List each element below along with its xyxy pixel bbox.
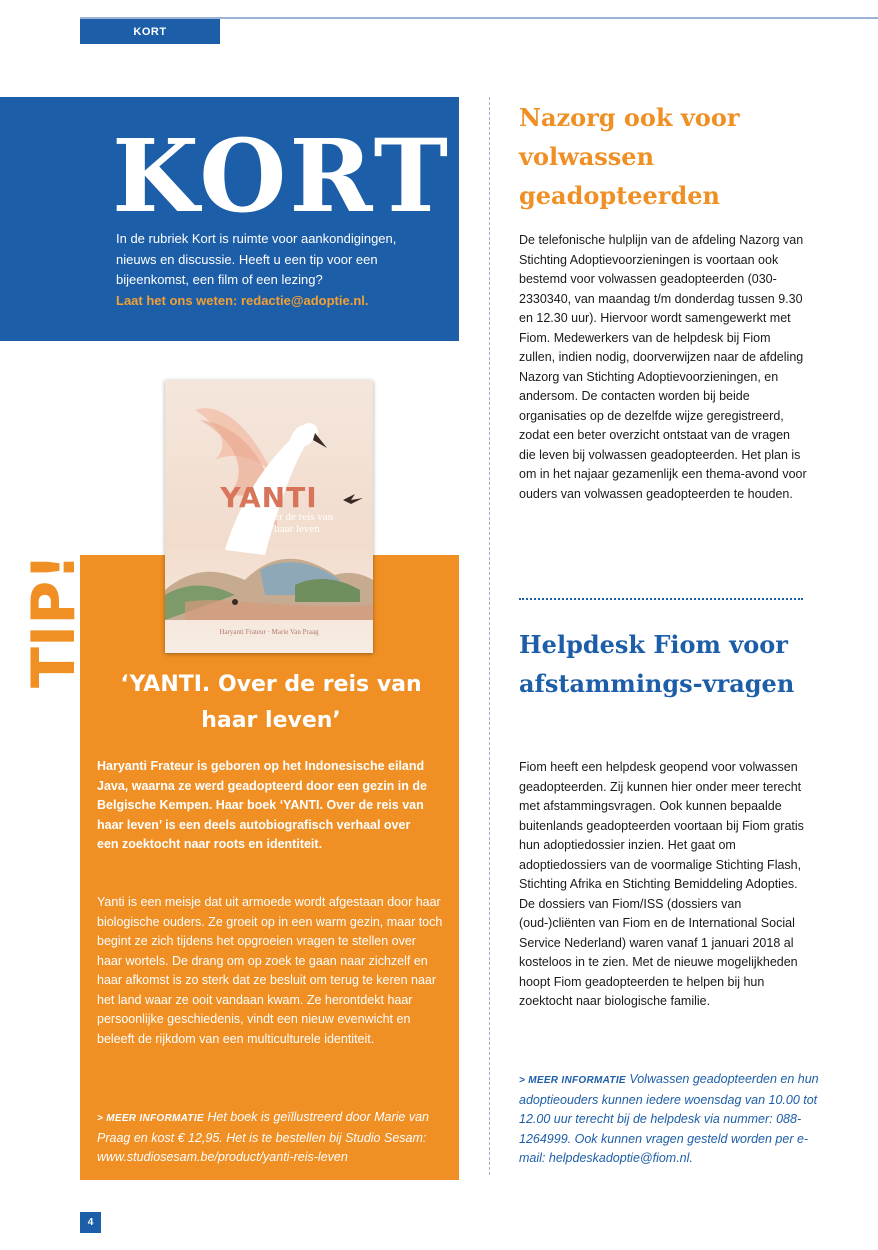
- column-divider: [489, 97, 490, 1175]
- book-cover: [165, 380, 373, 653]
- tip-more-info: [97, 1108, 443, 1168]
- hero-intro: [116, 229, 436, 311]
- hero-contact-link[interactable]: Laat het ons weten: redactie@adoptie.nl.: [116, 292, 369, 308]
- article-nazorg-title: Nazorg ook voor volwassen geadopteerden: [519, 103, 740, 210]
- article-helpdesk-title: Helpdesk Fiom voor afstammings-vragen: [519, 630, 795, 698]
- article-divider: [519, 598, 803, 600]
- helpdesk-more-label: > MEER INFORMATIE: [519, 1075, 626, 1086]
- helpdesk-more-info: [519, 1070, 819, 1169]
- tip-body: Yanti is een meisje dat uit armoede wordt afgestaan door haar biologische ouders. Ze groeit op in een warm gezin, maar toch begint ze zich tijdens het opgroeien vragen te stellen over haar wortels. De drang om op zoek te gaan naar zichzelf en haar afkomst is zo sterk dat ze besluit om terug te keren naar het land waar ze ooit vandaan kwam. Ze herontdekt haar persoonlijke geschiedenis, vindt een nieuw evenwicht en beleeft de rijkdom van een multiculturele identiteit.: [97, 895, 443, 1046]
- page-number: 4: [80, 1212, 101, 1233]
- tip-lead: Haryanti Frateur is geboren op het Indonesische eiland Java, waarna ze werd geadopteerd door een gezin in de Belgische Kempen. Haar boek ‘YANTI. Over de reis van haar leven’ is een deels autobiografisch verhaal over een zoektocht naar roots en identiteit.: [97, 759, 427, 851]
- tip-badge-text: TIP!: [19, 553, 89, 688]
- book-cover-authors: Haryanti Frateur · Marie Van Praag: [219, 628, 319, 636]
- article-nazorg-body: De telefonische hulplijn van de afdeling Nazorg van Stichting Adoptievoorzieningen is voortaan ook bestemd voor volwassen geadopteerden (030-2330340, van maandag t/m donderdag tussen 9.30 en 12.30 uur). Hiervoor wordt samengewerkt met Fiom. Medewerkers van de helpdesk bij Fiom zullen, indien nodig, doorverwijzen naar de afdeling Nazorg van Stichting Adoptievoorzieningen, en andersom. De contacten worden bij beide organisaties op de dezelfde wijze geregistreerd, zodat een beter overzicht ontstaat van de vragen die leven bij volwassen geadopteerden. Het plan is om in het najaar gezamenlijk een thema-avond voor ouders van volwassen geadopteerden te houden.: [519, 233, 807, 501]
- helpdesk-more-text: Volwassen geadopteerden en hun adoptieouders kunnen iedere woensdag van 10.00 tot 12.00 uur terecht bij de helpdesk via nummer: 088-1264999. Ook kunnen vragen gesteld worden per e-mail: helpdeskadoptie@fiom.nl.: [519, 1072, 819, 1165]
- book-cover-subtitle: Over de reis van haar leven: [260, 511, 334, 535]
- hero-title: KORT: [112, 117, 452, 235]
- article-helpdesk-body: Fiom heeft een helpdesk geopend voor volwassen geadopteerden. Zij kunnen hier onder meer terecht met afstammingsvragen. Ook kunnen bepaalde buitenlands geadopteerden voortaan bij Fiom gratis hun adoptiedossier inzien. Het gaat om adoptiedossiers van de voormalige Stichting Flash, Stichting Afrika en Stichting Bemiddeling Adopties. De dossiers van Fiom/ISS (dossiers van (oud-)cliënten van Fiom en de International Social Service Nederland) waren vanaf 1 januari 2018 al kosteloos in te zien. Met de nieuwe mogelijkheden hoopt Fiom geadopteerden te helpen bij hun zoektocht naar biologische familie.: [519, 760, 804, 1008]
- book-cover-title: YANTI: [220, 481, 318, 514]
- tip-title: ‘YANTI. Over de reis van haar leven’: [120, 672, 422, 733]
- tip-more-label: > MEER INFORMATIE: [97, 1113, 204, 1124]
- section-tag: KORT: [80, 19, 220, 44]
- hero-intro-text: In de rubriek Kort is ruimte voor aankondigingen, nieuws en discussie. Heeft u een tip voor een bijeenkomst, een film of een lezing?: [116, 231, 397, 287]
- hero-banner: [0, 97, 459, 341]
- tip-more-text: Het boek is geïllustreerd door Marie van Praag en kost € 12,95. Het is te bestellen bij Studio Sesam: www.studiosesam.be/product/yanti-reis-leven: [97, 1110, 429, 1164]
- tip-badge: [19, 545, 89, 690]
